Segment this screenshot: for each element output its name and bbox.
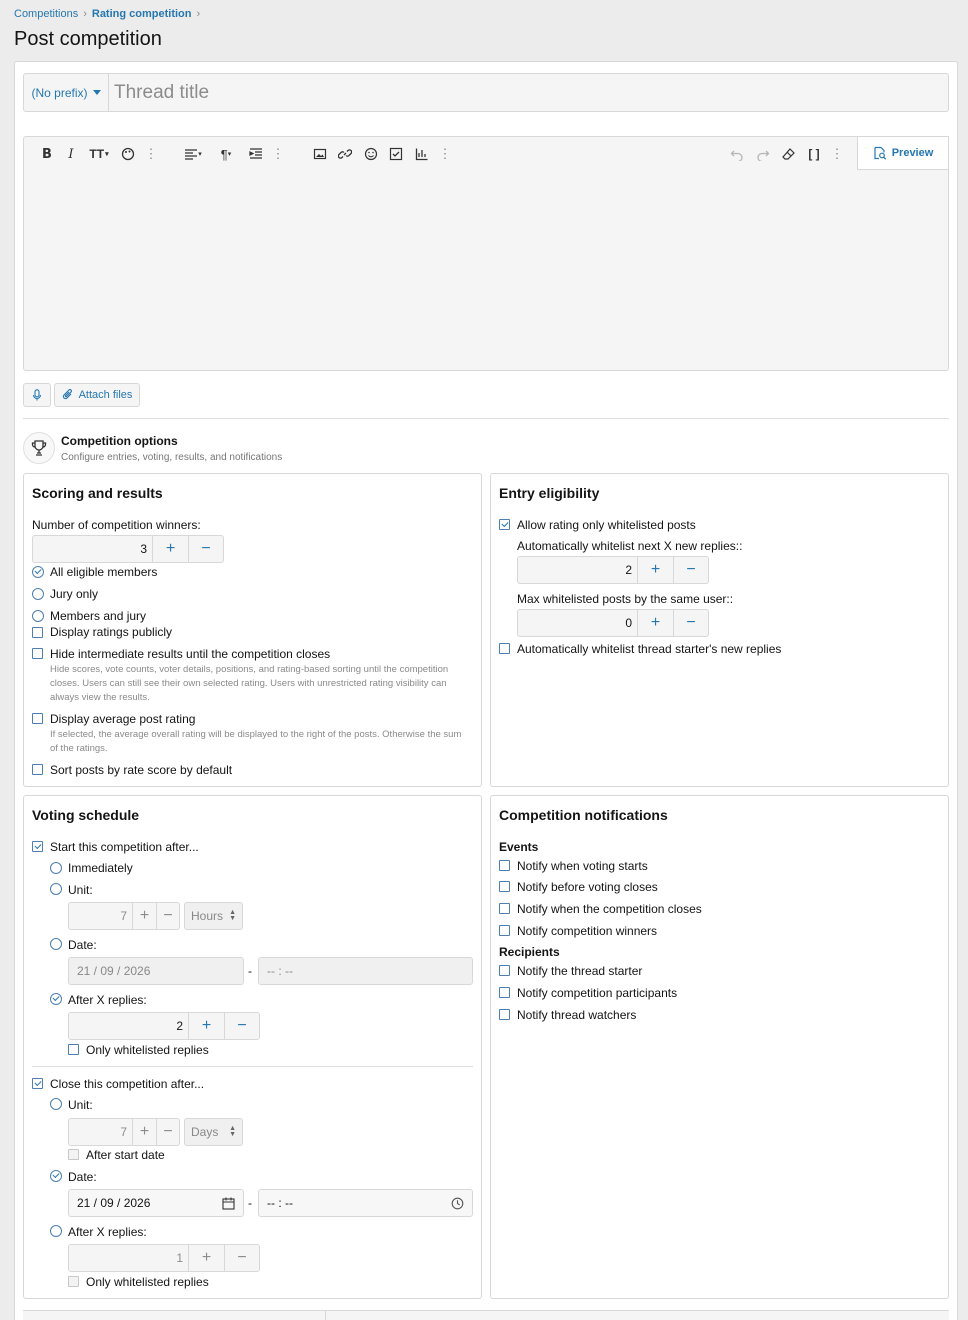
close-only-whitelisted-label[interactable]: Only whitelisted replies (86, 1275, 209, 1289)
sort-posts-label[interactable]: Sort posts by rate score by default (50, 763, 233, 777)
close-unit-select-value: Days (191, 1125, 219, 1139)
breadcrumb-competitions[interactable]: Competitions (14, 8, 79, 20)
close-after-replies-radio[interactable] (50, 1225, 62, 1237)
notify-when-closes-checkbox[interactable] (499, 903, 510, 914)
notifications-heading: Competition notifications (499, 807, 668, 823)
start-date-input[interactable] (68, 957, 244, 985)
sort-posts-checkbox[interactable] (32, 764, 43, 775)
prefix-label: (No prefix) (31, 85, 88, 100)
date-time-separator: - (248, 1196, 252, 1210)
notify-thread-starter-checkbox[interactable] (499, 965, 510, 976)
close-unit-stepper[interactable] (68, 1118, 180, 1146)
attach-files-button[interactable] (54, 383, 140, 407)
breadcrumb-separator: › (83, 8, 87, 20)
close-unit-value[interactable]: 7 (69, 1119, 133, 1145)
preview-icon (873, 146, 887, 160)
notify-voting-starts-label[interactable]: Notify when voting starts (517, 859, 648, 873)
plus-icon[interactable]: + (650, 614, 661, 631)
close-unit-label[interactable]: Unit: (68, 1098, 93, 1112)
radio-jury-only-label[interactable]: Jury only (50, 587, 99, 601)
close-date-radio[interactable] (50, 1170, 62, 1182)
recipients-label: Recipients (499, 945, 560, 959)
start-date-label[interactable]: Date: (68, 938, 97, 952)
close-unit-radio[interactable] (50, 1098, 62, 1110)
radio-all-eligible-label[interactable]: All eligible members (50, 565, 158, 579)
notify-before-closes-label[interactable]: Notify before voting closes (517, 880, 658, 894)
notify-winners-checkbox[interactable] (499, 925, 510, 936)
align-icon[interactable]: ▾ (181, 146, 205, 162)
start-immediately-radio[interactable] (50, 862, 62, 874)
page-title: Post competition (14, 28, 162, 50)
start-unit-select[interactable] (184, 902, 243, 930)
start-date-value: 21 / 09 / 2026 (77, 964, 151, 978)
start-time-value: -- : -- (267, 964, 293, 978)
link-icon[interactable] (336, 146, 354, 162)
eligibility-heading: Entry eligibility (499, 485, 600, 501)
start-replies-value[interactable]: 2 (69, 1013, 189, 1039)
thread-title-row (23, 73, 949, 112)
notify-winners-label[interactable]: Notify competition winners (517, 924, 658, 938)
radio-members-and-jury[interactable] (32, 610, 44, 622)
date-time-separator: - (248, 964, 252, 978)
start-after-replies-radio[interactable] (50, 993, 62, 1005)
start-after-replies-label[interactable]: After X replies: (68, 993, 147, 1007)
max-same-user-stepper[interactable] (517, 609, 709, 637)
voice-record-button[interactable] (23, 383, 51, 407)
start-after-checkbox[interactable] (32, 841, 43, 852)
hide-intermediate-checkbox[interactable] (32, 648, 43, 659)
microphone-icon (32, 389, 42, 401)
emoji-icon[interactable] (362, 146, 380, 162)
notify-thread-starter-label[interactable]: Notify the thread starter (517, 964, 643, 978)
notify-participants-checkbox[interactable] (499, 987, 510, 998)
plus-icon[interactable]: + (650, 561, 661, 578)
allow-whitelisted-checkbox[interactable] (499, 519, 510, 530)
message-editor[interactable] (23, 136, 949, 371)
clock-icon[interactable] (451, 1197, 464, 1210)
close-date-label[interactable]: Date: (68, 1170, 97, 1184)
display-average-label[interactable]: Display average post rating (50, 712, 196, 726)
minus-icon[interactable]: − (156, 1119, 179, 1145)
auto-next-stepper[interactable] (517, 556, 709, 584)
minus-icon[interactable]: − (673, 557, 708, 583)
preview-button[interactable] (857, 136, 949, 170)
close-replies-stepper[interactable] (68, 1244, 260, 1272)
minus-icon[interactable]: − (156, 903, 179, 929)
display-average-hint: If selected, the average overall rating will be displayed to the right of the posts. Otherwise the sum of the ratings. (50, 729, 462, 754)
caret-down-icon (93, 90, 101, 95)
notify-before-closes-checkbox[interactable] (499, 881, 510, 892)
paragraph-icon[interactable]: ¶ ▾ (220, 146, 232, 162)
undo-icon[interactable] (728, 146, 746, 162)
calendar-icon[interactable] (222, 1197, 235, 1210)
more-vertical-icon[interactable]: ⋮ (438, 146, 452, 161)
text-size-icon[interactable]: TT ▾ (89, 147, 109, 161)
preview-label: Preview (891, 147, 934, 159)
radio-jury-only[interactable] (32, 588, 44, 600)
breadcrumb-rating-competition[interactable]: Rating competition (91, 8, 192, 20)
more-vertical-icon[interactable]: ⋮ (830, 146, 844, 161)
plus-icon[interactable]: + (139, 1123, 150, 1140)
close-after-label[interactable]: Close this competition after... (50, 1077, 205, 1091)
divider (32, 1066, 473, 1067)
plus-icon[interactable]: + (165, 540, 176, 557)
trophy-icon (23, 432, 55, 464)
max-same-user-label: Max whitelisted posts by the same user:: (517, 592, 734, 606)
chart-icon[interactable] (413, 146, 431, 162)
close-date-input[interactable] (68, 1189, 244, 1217)
paperclip-icon (62, 389, 74, 401)
after-start-date-label[interactable]: After start date (86, 1148, 165, 1162)
close-time-value: -- : -- (267, 1196, 293, 1210)
radio-members-and-jury-label[interactable]: Members and jury (50, 609, 147, 623)
hide-intermediate-label[interactable]: Hide intermediate results until the competition closes (50, 647, 331, 661)
breadcrumb (14, 8, 205, 20)
breadcrumb-separator: › (196, 8, 201, 20)
close-after-checkbox[interactable] (32, 1078, 43, 1089)
notify-participants-label[interactable]: Notify competition participants (517, 986, 678, 1000)
close-time-input[interactable] (258, 1189, 473, 1217)
competition-options-title: Competition options (61, 434, 178, 448)
display-average-checkbox[interactable] (32, 713, 43, 724)
divider (325, 1310, 326, 1320)
plus-icon[interactable]: + (139, 907, 150, 924)
auto-starter-checkbox[interactable] (499, 643, 510, 654)
close-unit-select[interactable] (184, 1118, 243, 1146)
start-immediately-label[interactable]: Immediately (68, 861, 133, 875)
redo-icon[interactable] (754, 146, 772, 162)
minus-icon[interactable]: − (673, 610, 708, 636)
scoring-heading: Scoring and results (32, 485, 163, 501)
plus-icon[interactable]: + (201, 1249, 212, 1266)
events-label: Events (499, 840, 539, 854)
footer-bar (23, 1310, 949, 1320)
notify-when-closes-label[interactable]: Notify when the competition closes (517, 902, 702, 916)
start-unit-stepper[interactable] (68, 902, 180, 930)
minus-icon[interactable]: − (188, 536, 223, 562)
bold-icon[interactable]: B (42, 146, 52, 162)
image-icon[interactable] (311, 146, 329, 162)
palette-icon[interactable] (119, 146, 137, 162)
winners-label: Number of competition winners: (32, 518, 201, 532)
auto-next-label: Automatically whitelist next X new replies:: (517, 539, 743, 553)
checkbox-insert-icon[interactable] (387, 146, 405, 162)
close-only-whitelisted-checkbox[interactable] (68, 1276, 79, 1287)
select-arrows-icon: ▲ ▼ (229, 1125, 236, 1138)
start-only-whitelisted-checkbox[interactable] (68, 1044, 79, 1055)
radio-all-eligible[interactable] (32, 566, 44, 578)
winners-value[interactable]: 3 (33, 536, 153, 562)
display-ratings-checkbox[interactable] (32, 627, 43, 638)
notify-watchers-label[interactable]: Notify thread watchers (517, 1008, 637, 1022)
italic-icon[interactable]: I (68, 146, 74, 162)
start-unit-value[interactable]: 7 (69, 903, 133, 929)
start-after-label[interactable]: Start this competition after... (50, 840, 199, 854)
start-unit-label[interactable]: Unit: (68, 883, 93, 897)
notify-watchers-checkbox[interactable] (499, 1009, 510, 1020)
after-start-date-checkbox[interactable] (68, 1149, 79, 1160)
start-unit-radio[interactable] (50, 883, 62, 895)
more-vertical-icon[interactable]: ⋮ (144, 146, 158, 161)
start-time-input[interactable] (258, 957, 473, 985)
notify-voting-starts-checkbox[interactable] (499, 860, 510, 871)
hide-intermediate-hint: Hide scores, vote counts, voter details, positions, and rating-based sorting until the competition closes. Users can still see their own selected rating. Users with unrestricted rating visibility can always view the results. (50, 664, 449, 703)
start-unit-select-value: Hours (191, 909, 224, 923)
close-date-value: 21 / 09 / 2026 (77, 1196, 151, 1210)
bbcode-brackets-icon[interactable]: [ ] (808, 147, 820, 161)
indent-icon[interactable] (247, 146, 265, 162)
editor-toolbar (24, 137, 856, 171)
divider (23, 418, 949, 419)
thread-title-input[interactable] (109, 74, 948, 111)
close-replies-value[interactable]: 1 (69, 1245, 189, 1271)
display-ratings-label[interactable]: Display ratings publicly (50, 625, 173, 639)
auto-next-value[interactable]: 2 (518, 557, 638, 583)
start-only-whitelisted-label[interactable]: Only whitelisted replies (86, 1043, 209, 1057)
start-date-radio[interactable] (50, 938, 62, 950)
minus-icon[interactable]: − (224, 1245, 259, 1271)
select-arrows-icon: ▲ ▼ (229, 909, 236, 922)
more-vertical-icon[interactable]: ⋮ (271, 146, 285, 161)
prefix-dropdown[interactable] (24, 74, 109, 111)
plus-icon[interactable]: + (201, 1017, 212, 1034)
max-same-user-value[interactable]: 0 (518, 610, 638, 636)
attach-files-label: Attach files (78, 389, 133, 401)
start-replies-stepper[interactable] (68, 1012, 260, 1040)
minus-icon[interactable]: − (224, 1013, 259, 1039)
schedule-heading: Voting schedule (32, 807, 140, 823)
close-after-replies-label[interactable]: After X replies: (68, 1225, 147, 1239)
competition-options-subtitle: Configure entries, voting, results, and notifications (61, 452, 283, 463)
auto-starter-label[interactable]: Automatically whitelist thread starter's new replies (517, 642, 782, 656)
eraser-icon[interactable] (780, 146, 798, 162)
winners-stepper[interactable] (32, 535, 224, 563)
allow-whitelisted-label[interactable]: Allow rating only whitelisted posts (517, 518, 696, 532)
